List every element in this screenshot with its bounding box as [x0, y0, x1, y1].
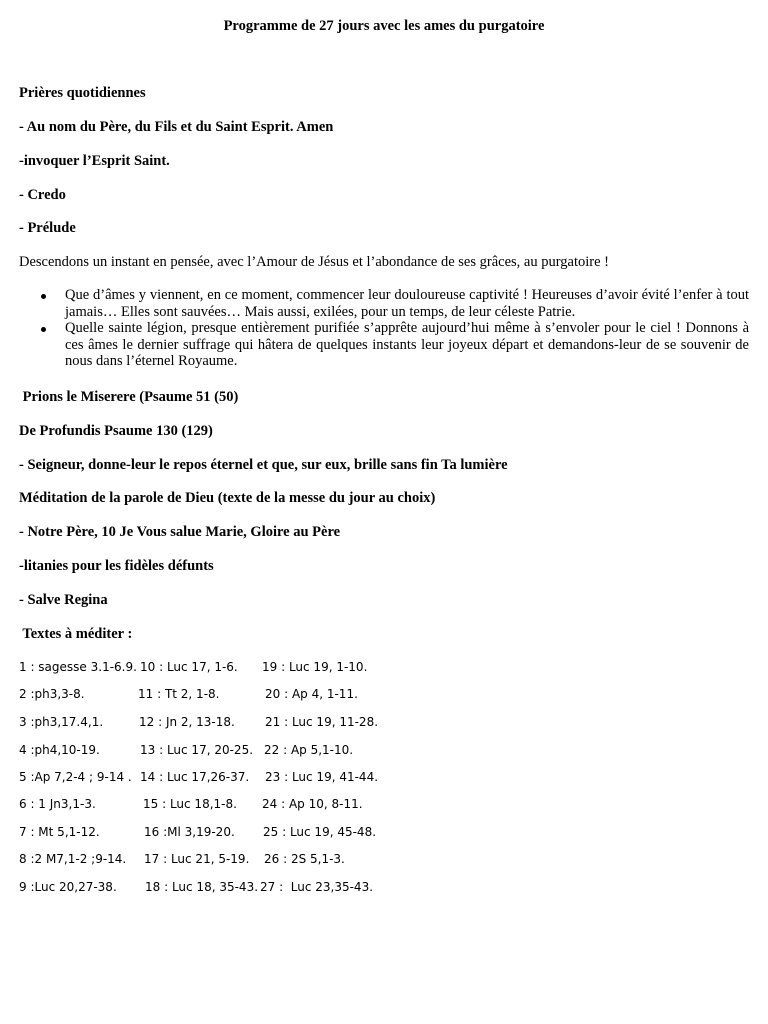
line-salve-regina: - Salve Regina — [19, 592, 108, 608]
bullet-list — [19, 287, 749, 370]
reading-cell: 8 :2 M7,1-2 ;9-14. — [19, 852, 127, 866]
reading-cell: 5 :Ap 7,2-4 ; 9-14 . — [19, 770, 132, 784]
heading-daily-prayers: Prières quotidiennes — [19, 85, 146, 101]
bullet-icon — [41, 327, 46, 332]
document-title: Programme de 27 jours avec les ames du purgatoire — [223, 18, 545, 34]
line-litanies: -litanies pour les fidèles défunts — [19, 558, 214, 574]
reading-cell: 9 :Luc 20,27-38. — [19, 880, 117, 894]
reading-cell: 14 : Luc 17,26-37. — [140, 770, 250, 784]
line-invoke-spirit: -invoquer l’Esprit Saint. — [19, 153, 170, 169]
reading-cell: 4 :ph4,10-19. — [19, 743, 100, 757]
line-seigneur: - Seigneur, donne-leur le repos éternel et que, sur eux, brille sans fin Ta lumière — [19, 457, 508, 473]
reading-cell: 17 : Luc 21, 5-19. — [144, 852, 250, 866]
line-sign-of-cross: - Au nom du Père, du Fils et du Saint Esprit. Amen — [19, 119, 334, 135]
reading-cell: 20 : Ap 4, 1-11. — [265, 687, 358, 701]
bullet-icon — [41, 294, 46, 299]
reading-cell: 12 : Jn 2, 13-18. — [139, 715, 235, 729]
reading-cell: 23 : Luc 19, 41-44. — [265, 770, 379, 784]
reading-cell: 13 : Luc 17, 20-25. — [140, 743, 254, 757]
line-prelude: - Prélude — [19, 220, 76, 236]
reading-cell: 3 :ph3,17.4,1. — [19, 715, 104, 729]
line-de-profundis: De Profundis Psaume 130 (129) — [19, 423, 213, 439]
reading-cell: 25 : Luc 19, 45-48. — [263, 825, 377, 839]
heading-texts: Textes à méditer : — [19, 626, 133, 642]
reading-cell: 6 : 1 Jn3,1-3. — [19, 797, 96, 811]
reading-cell: 11 : Tt 2, 1-8. — [138, 687, 220, 701]
list-item — [19, 287, 749, 320]
list-item — [19, 320, 749, 370]
line-notre-pere: - Notre Père, 10 Je Vous salue Marie, Gloire au Père — [19, 524, 341, 540]
reading-cell: 26 : 2S 5,1-3. — [264, 852, 345, 866]
line-miserere: Prions le Miserere (Psaume 51 (50) — [19, 389, 239, 405]
reading-cell: 24 : Ap 10, 8-11. — [262, 797, 363, 811]
bullet-text: Que d’âmes y viennent, en ce moment, commencer leur douloureuse captivité ! Heureuses d’avoir évité l’enfer à tout jamais… Elles sont sauvées… Mais aussi, exilées, pour un temps, de leur céleste Patrie. — [65, 287, 749, 320]
reading-cell: 16 :Ml 3,19-20. — [144, 825, 235, 839]
paragraph-descend: Descendons un instant en pensée, avec l’Amour de Jésus et l’abondance de ses grâces, au purgatoire ! — [19, 254, 609, 270]
bullet-text: Quelle sainte légion, presque entièrement purifiée s’apprête aujourd’hui même à s’envoler pour le ciel ! Donnons à ces âmes le dernier suffrage qui hâtera de quelques instants leur joyeux départ et demandons-leur de se souvenir de nous dans l’éternel Royaume. — [65, 320, 749, 370]
reading-cell: 7 : Mt 5,1-12. — [19, 825, 100, 839]
reading-cell: 15 : Luc 18,1-8. — [143, 797, 237, 811]
line-credo: - Credo — [19, 187, 66, 203]
reading-cell: 18 : Luc 18, 35-43. — [145, 880, 259, 894]
reading-cell: 21 : Luc 19, 11-28. — [265, 715, 379, 729]
reading-cell: 2 :ph3,3-8. — [19, 687, 85, 701]
reading-cell: 27 : Luc 23,35-43. — [260, 880, 374, 894]
line-meditation: Méditation de la parole de Dieu (texte de la messe du jour au choix) — [19, 490, 436, 506]
reading-cell: 22 : Ap 5,1-10. — [264, 743, 354, 757]
reading-cell: 1 : sagesse 3.1-6.9. — [19, 660, 137, 674]
reading-cell: 10 : Luc 17, 1-6. — [140, 660, 238, 674]
reading-cell: 19 : Luc 19, 1-10. — [262, 660, 368, 674]
